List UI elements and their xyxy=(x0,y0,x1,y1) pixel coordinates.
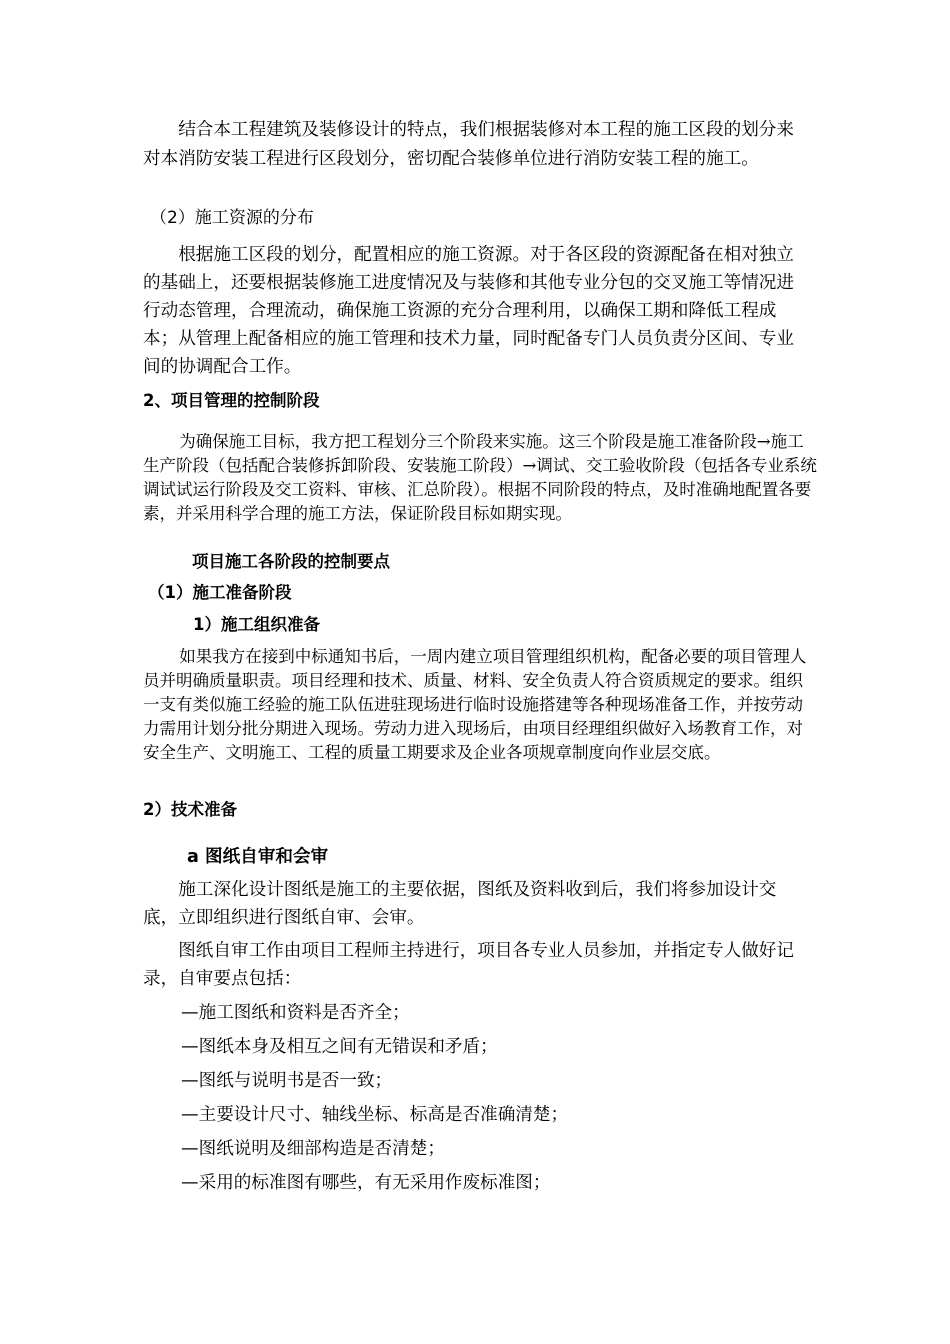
paragraph-text: 图纸自审工作由项目工程师主持进行，项目各专业人员参加，并指定专人做好记录，自审要点包括： xyxy=(143,941,794,989)
paragraph-text: 如果我方在接到中标通知书后，一周内建立项目管理组织机构，配备必要的项目管理人员并明确质量职责。项目经理和技术、质量、材料、安全负责人符合资质规定的要求。组织一支有类似施工经验的施工队伍进驻现场进行临时设施搭建等各种现场准备工作，并按劳动力需用计划分批分期进入现场。劳动力进入现场后，由项目经理组织做好入场教育工作，对安全生产、文明施工、工程的质量工期要求及企业各项规章制度向作业层交底。 xyxy=(143,647,807,762)
paragraph-organization xyxy=(143,645,818,765)
paragraph-text: 结合本工程建筑及装修设计的特点，我们根据装修对本工程的施工区段的划分来对本消防安装工程进行区段划分，密切配合装修单位进行消防安装工程的施工。 xyxy=(143,120,794,169)
heading-control-stages: 2、项目管理的控制阶段 xyxy=(143,391,320,410)
heading-organization-preparation: 1）施工组织准备 xyxy=(193,615,320,634)
list-item: —主要设计尺寸、轴线坐标、标高是否准确清楚； xyxy=(181,1105,569,1125)
heading-preparation-stage: （1）施工准备阶段 xyxy=(148,583,292,602)
review-checklist xyxy=(181,999,568,1203)
heading-technical-preparation: 2）技术准备 xyxy=(143,800,237,819)
heading-drawing-review: a 图纸自审和会审 xyxy=(187,847,329,867)
list-item: —图纸说明及细部构造是否清楚； xyxy=(181,1139,445,1159)
list-item: —图纸本身及相互之间有无错误和矛盾； xyxy=(181,1037,498,1057)
list-item: —采用的标准图有哪些，有无采用作废标准图； xyxy=(181,1173,551,1193)
heading-control-points: 项目施工各阶段的控制要点 xyxy=(192,552,390,571)
paragraph-section-division xyxy=(143,116,805,174)
paragraph-self-review xyxy=(143,937,805,993)
paragraph-text: 施工深化设计图纸是施工的主要依据，图纸及资料收到后，我们将参加设计交底，立即组织进行图纸自审、会审。 xyxy=(143,880,777,928)
list-item: —图纸与说明书是否一致； xyxy=(181,1071,393,1091)
paragraph-resource-allocation xyxy=(143,241,805,381)
heading-resource-distribution: （2）施工资源的分布 xyxy=(150,208,314,228)
paragraph-design-drawings xyxy=(143,876,805,932)
list-item: —施工图纸和资料是否齐全； xyxy=(181,1003,410,1023)
paragraph-text: 为确保施工目标，我方把工程划分三个阶段来实施。这三个阶段是施工准备阶段→施工生产阶段（包括配合装修拆卸阶段、安装施工阶段）→调试、交工验收阶段（包括各专业系统调试试运行阶段及交工资料、审核、汇总阶段）。根据不同阶段的特点，及时准确地配置各要素，并采用科学合理的施工方法，保证阶段目标如期实现。 xyxy=(143,432,817,523)
paragraph-text: 根据施工区段的划分，配置相应的施工资源。对于各区段的资源配备在相对独立的基础上，还要根据装修施工进度情况及与装修和其他专业分包的交叉施工等情况进行动态管理，合理流动，确保施工资源的充分合理利用，以确保工期和降低工程成本；从管理上配备相应的施工管理和技术力量，同时配备专门人员负责分区间、专业间的协调配合工作。 xyxy=(143,245,794,377)
paragraph-three-stages xyxy=(143,430,818,526)
